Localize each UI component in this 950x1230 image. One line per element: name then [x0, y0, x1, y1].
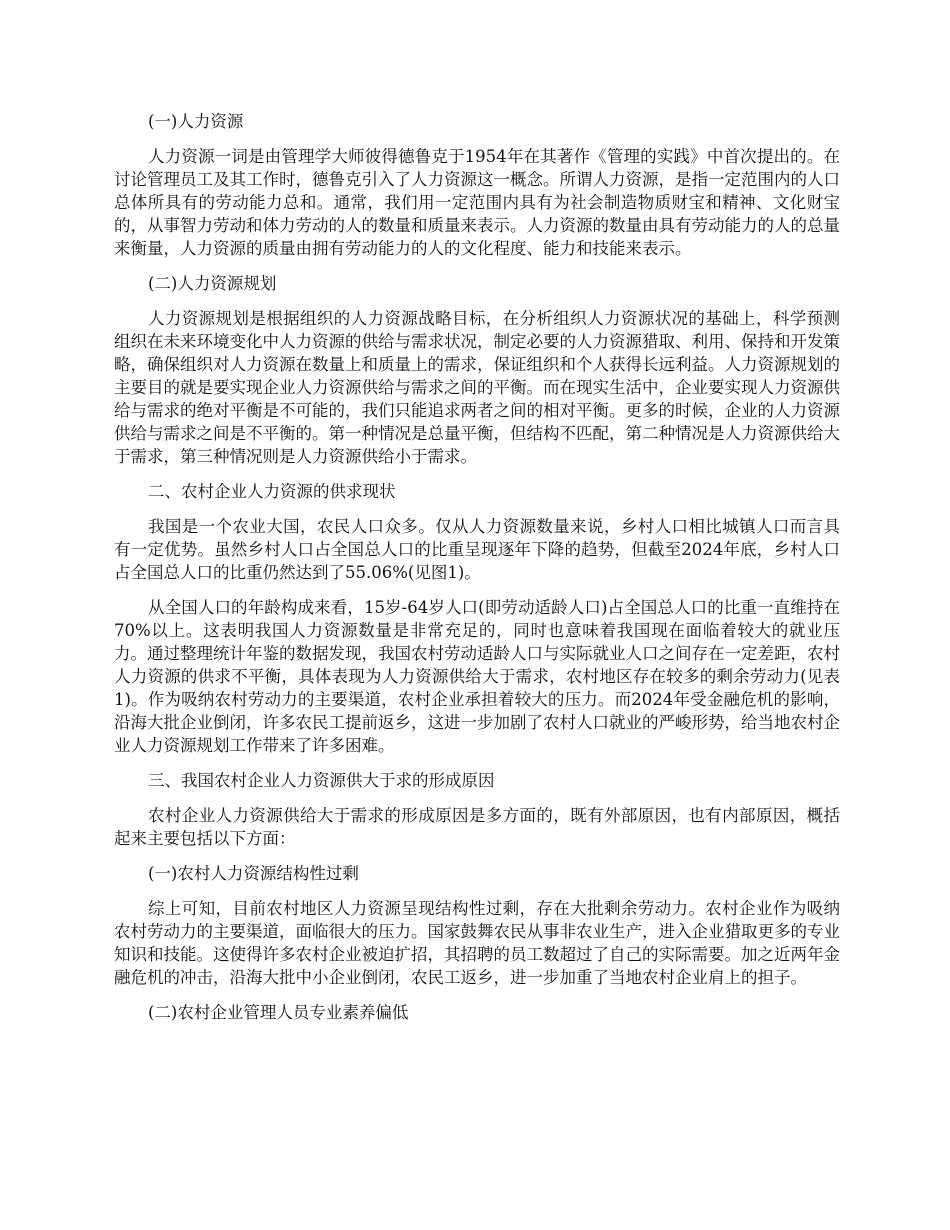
paragraph-age-structure: 从全国人口的年龄构成来看，15岁-64岁人口(即劳动适龄人口)占全国总人口的比重一直维持在70%以上。这表明我国人力资源数量是非常充足的，同时也意味着我国现在面临着较大的就业压力。通过整理统计年鉴的数据发现，我国农村劳动适龄人口与实际就业人口之间存在一定差距，农村人力资源的供求不平衡，具体表现为人力资源供给大于需求，农村地区存在较多的剩余劳动力(见表1)。作为吸纳农村劳动力的主要渠道，农村企业承担着较大的压力。而2024年受金融危机的影响，沿海大批企业倒闭，许多农民工提前返乡，这进一步加剧了农村人口就业的严峻形势，给当地农村企业人力资源规划工作带来了许多困难。 [114, 598, 840, 755]
paragraph-hr-definition: 人力资源一词是由管理学大师彼得德鲁克于1954年在其著作《管理的实践》中首次提出的。在讨论管理员工及其工作时，德鲁克引入了人力资源这一概念。所谓人力资源，是指一定范围内的人口总体所具有的劳动能力总和。通常，我们用一定范围内具有为社会制造物质财宝和精神、文化财宝的，从事智力劳动和体力劳动的人的数量和质量来表示。人力资源的数量由具有劳动能力的人的总量来衡量，人力资源的质量由拥有劳动能力的人的文化程度、能力和技能来表示。 [114, 147, 840, 258]
section-heading-supply-demand-status: 二、农村企业人力资源的供求现状 [148, 482, 396, 501]
section-heading-causes: 三、我国农村企业人力资源供大于求的形成原因 [148, 771, 495, 790]
paragraph-structural-surplus: 综上可知，目前农村地区人力资源呈现结构性过剩，存在大批剩余劳动力。农村企业作为吸纳农村劳动力的主要渠道，面临很大的压力。国家鼓舞农民从事非农业生产，进入企业猎取更多的专业知识和技能。这使得许多农村企业被迫扩招，其招聘的员工数超过了自己的实际需要。加之近两年金融危机的冲击，沿海大批中小企业倒闭，农民工返乡，进一步加重了当地农村企业肩上的担子。 [114, 899, 840, 987]
paragraph-rural-population: 我国是一个农业大国，农民人口众多。仅从人力资源数量来说，乡村人口相比城镇人口而言具有一定优势。虽然乡村人口占全国总人口的比重呈现逐年下降的趋势，但截至2024年底，乡村人口占全国总人口的比重仍然达到了55.06%(见图1)。 [114, 517, 840, 582]
section-heading-structural-surplus: (一)农村人力资源结构性过剩 [148, 864, 359, 883]
section-heading-hr-planning: (二)人力资源规划 [148, 274, 277, 293]
paragraph-hr-planning: 人力资源规划是根据组织的人力资源战略目标，在分析组织人力资源状况的基础上，科学预测组织在未来环境变化中人力资源的供给与需求状况，制定必要的人力资源猎取、利用、保持和开发策略，确保组织对人力资源在数量上和质量上的需求，保证组织和个人获得长远利益。人力资源规划的主要目的就是要实现企业人力资源供给与需求之间的平衡。而在现实生活中，企业要实现人力资源供给与需求的绝对平衡是不可能的，我们只能追求两者之间的相对平衡。更多的时候，企业的人力资源供给与需求之间是不平衡的。第一种情况是总量平衡，但结构不匹配，第二种情况是人力资源供给大于需求，第三种情况则是人力资源供给小于需求。 [114, 309, 840, 466]
section-heading-management-quality: (二)农村企业管理人员专业素养偏低 [148, 1003, 409, 1022]
section-heading-human-resources: (一)人力资源 [148, 112, 244, 131]
paragraph-causes-intro: 农村企业人力资源供给大于需求的形成原因是多方面的，既有外部原因，也有内部原因，概括起来主要包括以下方面： [114, 806, 840, 848]
document-page [114, 110, 840, 1036]
